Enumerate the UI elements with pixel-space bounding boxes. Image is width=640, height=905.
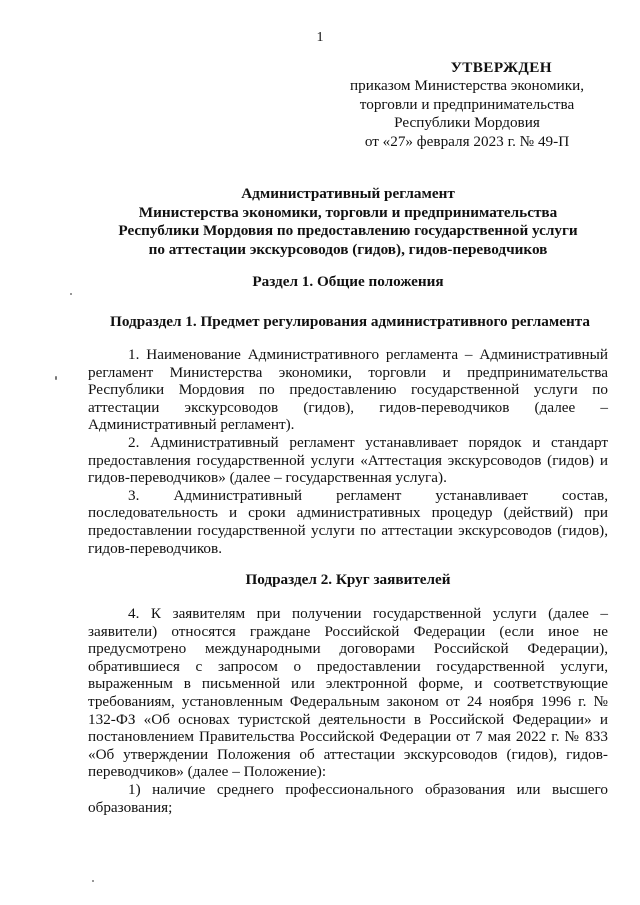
subsection-heading: Подраздел 1. Предмет регулирования административного регламента [110, 313, 590, 330]
scan-speck [92, 880, 94, 882]
section-2-text [88, 605, 608, 816]
approval-title: УТВЕРЖДЕН [450, 59, 552, 76]
paragraph: 3. Административный регламент устанавливает состав, последовательность и сроки административных процедур (действий) при предоставлении государственной услуги по аттестации экскурсоводов (гидов), гидов-переводчиков. [88, 486, 608, 557]
paragraph: 4. К заявителям при получении государственной услуги (далее – заявители) относятся граждане Российской Федерации (если иное не предусмотрено международными договорами Российской Федерации), обратившиеся с запросом о предоставлении государственной услуги, выраженным в письменной или электронной форме, и соответствующие требованиям, установленным Федеральным законом от 24 ноября 1996 г. № 132-ФЗ «Об основах туристской деятельности в Российской Федерации» и постановлением Правительства Российской Федерации от 7 мая 2022 г. № 833 «Об утверждении Положения об аттестации экскурсоводов (гидов), гидов-переводчиков» (далее – Положение): [88, 605, 608, 781]
approval-line: от «27» февраля 2023 г. № 49-П [364, 132, 570, 150]
paragraph: 1. Наименование Административного регламента – Административный регламент Министерства экономики, торговли и предпринимательства Республики Мордовия по предоставлению государственной услуги по аттестации экскурсоводов (гидов), гидов-переводчиков (далее – Административный регламент). [88, 346, 608, 434]
paragraph: 1) наличие среднего профессионального образования или высшего образования; [88, 780, 608, 816]
heading-line: Административный регламент [241, 185, 455, 202]
page-number: 1 [316, 30, 324, 45]
approval-line: торговли и предпринимательства [359, 95, 575, 113]
scan-speck [70, 293, 72, 295]
scan-speck [55, 376, 57, 380]
approval-line: приказом Министерства экономики, [349, 77, 585, 95]
heading-line: Республики Мордовия по предоставлению государственной услуги [118, 222, 578, 240]
document-heading [88, 185, 608, 259]
paragraph: 2. Административный регламент устанавливает порядок и стандарт предоставления государственной услуги «Аттестация экскурсоводов (гидов) и гидов-переводчиков» (далее – государственная услуга). [88, 433, 608, 487]
section-heading: Раздел 1. Общие положения [252, 273, 444, 290]
heading-line: Министерства экономики, торговли и предпринимательства [138, 203, 558, 221]
heading-line: по аттестации экскурсоводов (гидов), гидов-переводчиков [148, 240, 548, 258]
approval-block [332, 59, 602, 151]
section-1-text [88, 346, 608, 557]
approval-line: Республики Мордовия [394, 114, 540, 132]
subsection-heading: Подраздел 2. Круг заявителей [245, 571, 451, 588]
